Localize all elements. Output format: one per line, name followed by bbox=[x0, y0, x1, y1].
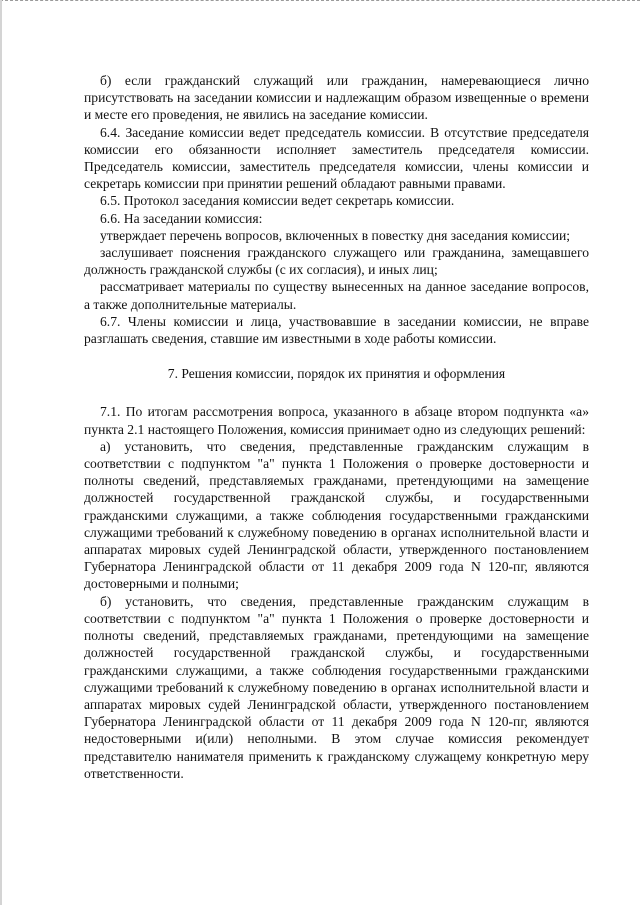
paragraph-6-6-item-2: заслушивает пояснения гражданского служащего или гражданина, замещавшего должность гражданской службы (с их согласия), и иных лиц; bbox=[84, 245, 589, 278]
scan-top-edge bbox=[0, 0, 640, 13]
paragraph-7-1-b: б) установить, что сведения, представленные гражданским служащим в соответствии с подпунктом "а" пункта 1 Положения о проверке достоверности и полноты сведений, представляемых гражданами, претендующими на замещение должностей государственной гражданской службы, и государственными гражданскими служащими, а также соблюдения государственными гражданскими служащими требований к служебному поведению в органах исполнительной власти и аппаратах мировых судей Ленинградской области, утвержденного постановлением Губернатора Ленинградской области от 11 декабря 2009 года N 120-пг, являются недостоверными и(или) неполными. В этом случае комиссия рекомендует представителю нанимателя применить к гражданскому служащему конкретную меру ответственности. bbox=[84, 593, 589, 781]
paragraph-7-1-a: а) установить, что сведения, представленные гражданским служащим в соответствии с подпунктом "а" пункта 1 Положения о проверке достоверности и полноты сведений, представляемых гражданами, претендующими на замещение должностей государственной гражданской службы, и государственными гражданскими служащими, а также соблюдения государственными гражданскими служащими требований к служебному поведению в органах исполнительной власти и аппаратах мировых судей Ленинградской области, утвержденного постановлением Губернатора Ленинградской области от 11 декабря 2009 года N 120-пг, являются достоверными и полными; bbox=[84, 438, 589, 592]
paragraph-6-6-item-3: рассматривает материалы по существу вынесенных на данное заседание вопросов, а также дополнительные материалы. bbox=[84, 279, 589, 312]
paragraph-6-6: 6.6. На заседании комиссия: bbox=[100, 210, 263, 226]
document-body bbox=[84, 72, 589, 782]
paragraph-6-4: 6.4. Заседание комиссии ведет председатель комиссии. В отсутствие председателя комиссии его обязанности исполняет заместитель председателя комиссии. Председатель комиссии, заместитель председателя комиссии, члены комиссии и секретарь комиссии при принятии решений обладают равными правами. bbox=[84, 124, 589, 192]
paragraph-6-5: 6.5. Протокол заседания комиссии ведет секретарь комиссии. bbox=[100, 193, 455, 209]
scan-left-edge bbox=[0, 0, 2, 905]
paragraph-6-7: 6.7. Члены комиссии и лица, участвовавшие в заседании комиссии, не вправе разглашать сведения, ставшие им известными в ходе работы комиссии. bbox=[84, 313, 589, 347]
paragraph-7-1: 7.1. По итогам рассмотрения вопроса, указанного в абзаце втором подпункта «а» пункта 2.1 настоящего Положения, комиссия принимает одно из следующих решений: bbox=[84, 404, 589, 437]
section-heading: 7. Решения комиссии, порядок их принятия и оформления bbox=[167, 366, 506, 382]
paragraph-6-6-item-1: утверждает перечень вопросов, включенных в повестку дня заседания комиссии; bbox=[100, 227, 571, 243]
paragraph-6-3-b: б) если гражданский служащий или гражданин, намеревающиеся лично присутствовать на заседании комиссии и надлежащим образом извещенные о времени и месте его проведения, не явились на заседание комиссии. bbox=[84, 73, 589, 123]
